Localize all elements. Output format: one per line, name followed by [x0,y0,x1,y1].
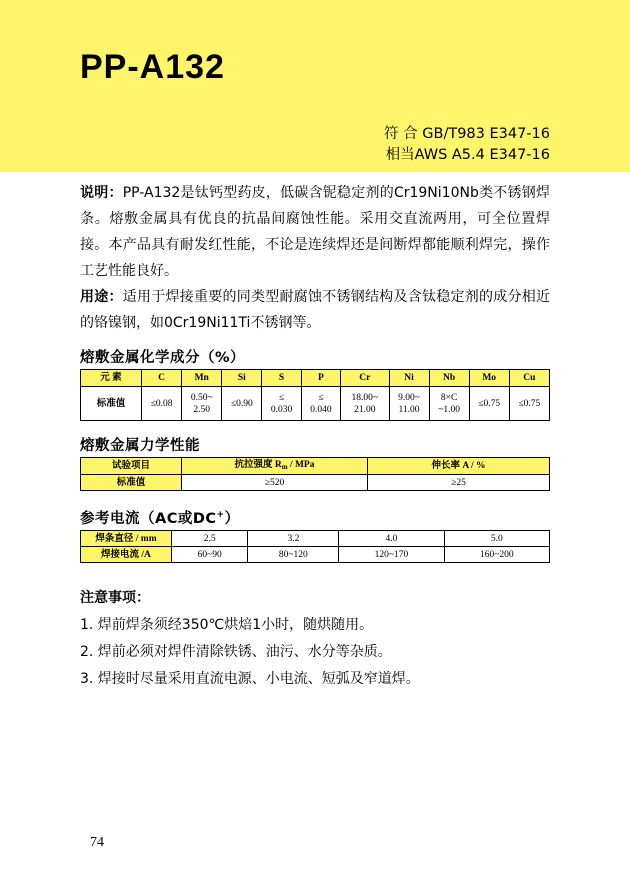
note-item: 1. 焊前焊条须经350℃烘焙1小时，随烘随用。 [80,617,374,633]
mech-row-label: 标准值 [81,475,182,491]
mech-value-elongation: ≥25 [368,475,550,491]
current-diameter-row [81,531,550,547]
chemical-table [80,369,550,421]
note-item: 3. 焊接时尽量采用直流电源、小电流、短弧及窄道焊。 [80,671,420,687]
notes-section [80,585,550,693]
chem-header-cell: Si [222,370,262,387]
usage-label: 用途： [80,289,123,305]
current-section-title: 参考电流（AC或DC+） [80,510,240,527]
current-amperage-row [81,547,550,563]
current-cell: 120~170 [339,547,444,563]
chem-value-nb: 8×C ~1.00 [429,387,469,421]
chem-value-si: ≤0.90 [222,387,262,421]
chem-header-cell: Mn [182,370,222,387]
page-number: 74 [90,835,104,850]
standard-aws: 相当AWS A5.4 E347-16 [385,147,550,163]
usage-text: 适用于焊接重要的同类型耐腐蚀不锈钢结构及含钛稳定剂的成分相近的铬镍钢，如0Cr19Ni11Ti不锈钢等。 [80,289,550,331]
chem-header-cell: Cr [341,370,389,387]
mech-value-tensile: ≥520 [182,475,368,491]
chem-header-cell: Nb [429,370,469,387]
chem-value-ni: 9.00~ 11.00 [389,387,429,421]
mechanical-section-title: 熔敷金属力学性能 [80,438,200,454]
mechanical-header-row [81,458,550,475]
chemical-header-row [81,370,550,387]
chem-header-cell: 元 素 [81,370,142,387]
product-title: PP-A132 [80,48,225,86]
description-text: PP-A132是钛钙型药皮，低碳含铌稳定剂的Cr19Ni10Nb类不锈钢焊条。熔敷金属具有优良的抗晶间腐蚀性能。采用交直流两用，可全位置焊接。本产品具有耐发红性能，不论是连续焊还是间断焊都能顺利焊完，操作工艺性能良好。 [80,185,550,279]
mech-header-elongation: 伸长率 A / % [368,458,550,475]
description-label: 说明： [80,185,123,201]
standard-gb: 符 合 GB/T983 E347-16 [384,126,550,142]
mechanical-value-row [81,475,550,491]
chem-row-label: 标准值 [81,387,142,421]
usage-paragraph [80,284,550,336]
notes-title: 注意事项： [80,590,150,606]
current-table [80,530,550,563]
chem-value-s: ≤ 0.030 [262,387,301,421]
current-cell: 80~120 [248,547,339,563]
chem-value-c: ≤0.08 [142,387,182,421]
current-header-diameter: 焊条直径 / mm [81,531,172,547]
mechanical-table [80,457,550,491]
chemical-section-title: 熔敷金属化学成分（%） [80,350,246,366]
chemical-value-row [81,387,550,421]
chem-header-cell: S [262,370,301,387]
chem-value-mo: ≤0.75 [469,387,509,421]
chem-header-cell: Mo [469,370,509,387]
current-cell: 60~90 [172,547,248,563]
chem-value-cr: 18.00~ 21.00 [341,387,389,421]
description-paragraph [80,180,550,284]
chem-header-cell: Ni [389,370,429,387]
diameter-cell: 5.0 [444,531,549,547]
chem-header-cell: C [142,370,182,387]
mech-header-tensile: 抗拉强度 $R_m$ / MPa [182,458,368,475]
note-item: 2. 焊前必须对焊件清除铁锈、油污、水分等杂质。 [80,644,392,660]
chem-value-p: ≤ 0.040 [301,387,340,421]
diameter-cell: 2.5 [172,531,248,547]
chem-value-mn: 0.50~ 2.50 [182,387,222,421]
diameter-cell: 4.0 [339,531,444,547]
chem-header-cell: P [301,370,340,387]
mech-header-item: 试验项目 [81,458,182,475]
current-header-amperage: 焊接电流 /A [81,547,172,563]
chem-value-cu: ≤0.75 [509,387,549,421]
current-cell: 160~200 [444,547,549,563]
chem-header-cell: Cu [509,370,549,387]
diameter-cell: 3.2 [248,531,339,547]
